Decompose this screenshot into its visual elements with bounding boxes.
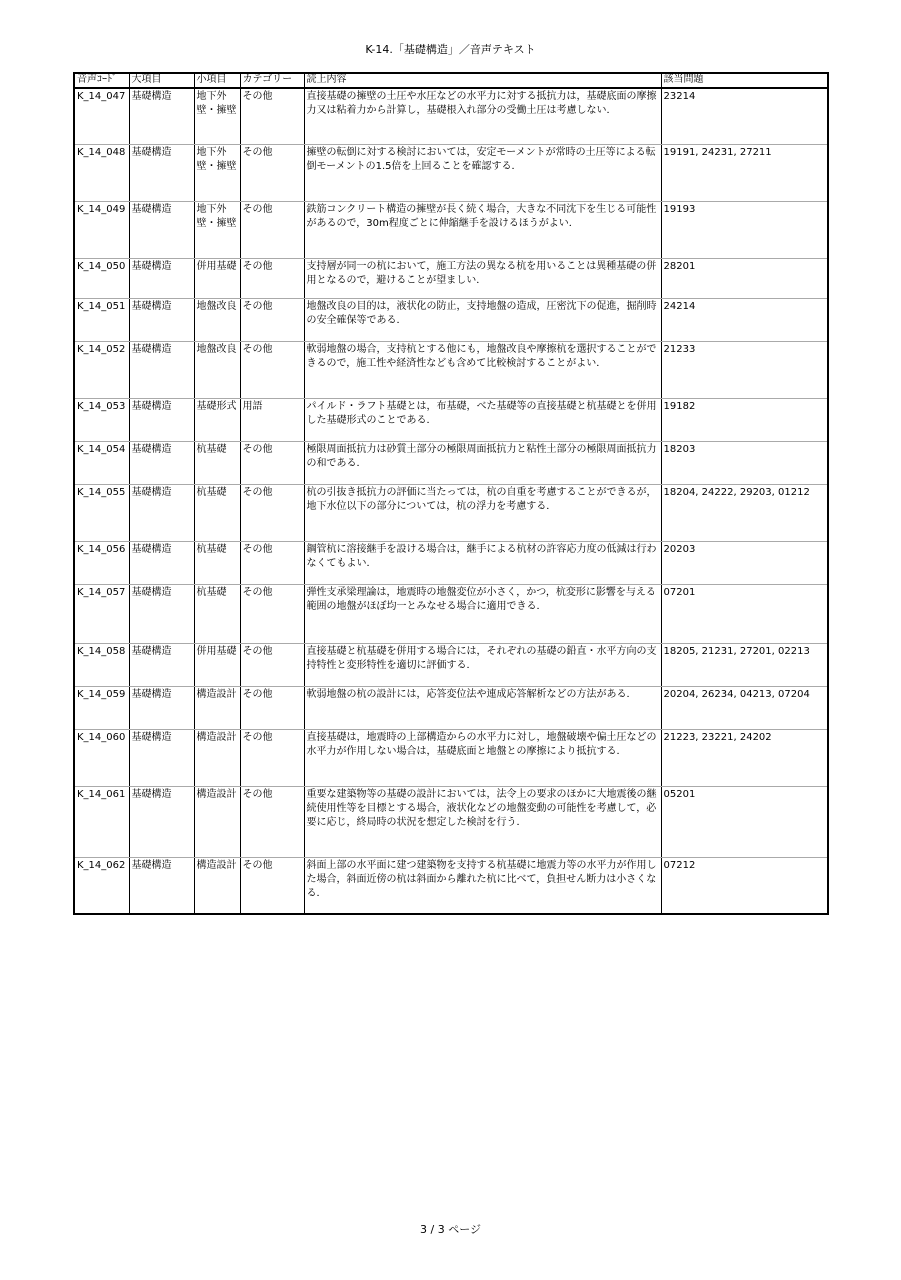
cell-problems: 18205, 21231, 27201, 02213 [661, 643, 828, 686]
cell-minor: 構造設計 [194, 786, 240, 857]
cell-text: 斜面上部の水平面に建つ建築物を支持する杭基礎に地震力等の水平力が作用した場合，斜面近傍の杭は斜面から離れた杭に比べて，負担せん断力は小さくなる． [304, 857, 661, 914]
cell-major: 基礎構造 [129, 729, 194, 786]
cell-minor: 杭基礎 [194, 584, 240, 643]
cell-code: K_14_058 [74, 643, 129, 686]
cell-minor: 杭基礎 [194, 484, 240, 541]
header-category: カテゴリー [240, 73, 304, 88]
cell-code: K_14_049 [74, 201, 129, 258]
table-row [74, 643, 828, 686]
cell-category: 用語 [240, 398, 304, 441]
document-title: K-14.「基礎構造」／音声テキスト [365, 43, 536, 56]
cell-text: 鉄筋コンクリート構造の擁壁が長く続く場合，大きな不同沈下を生じる可能性があるので，30m程度ごとに伸縮継手を設けるほうがよい． [304, 201, 661, 258]
cell-major: 基礎構造 [129, 201, 194, 258]
cell-problems: 23214 [661, 88, 828, 144]
cell-code: K_14_055 [74, 484, 129, 541]
cell-problems: 21233 [661, 341, 828, 398]
cell-category: その他 [240, 258, 304, 298]
cell-text: 鋼管杭に溶接継手を設ける場合は，継手による杭材の許容応力度の低減は行わなくてもよい． [304, 541, 661, 584]
cell-code: K_14_047 [74, 88, 129, 144]
cell-code: K_14_053 [74, 398, 129, 441]
table-row [74, 729, 828, 786]
cell-category: その他 [240, 341, 304, 398]
table-row [74, 786, 828, 857]
cell-category: その他 [240, 857, 304, 914]
cell-minor: 地下外壁・擁壁 [194, 201, 240, 258]
cell-minor: 併用基礎 [194, 258, 240, 298]
cell-major: 基礎構造 [129, 584, 194, 643]
cell-major: 基礎構造 [129, 341, 194, 398]
table-row [74, 584, 828, 643]
cell-major: 基礎構造 [129, 857, 194, 914]
cell-code: K_14_057 [74, 584, 129, 643]
table-header-row [74, 73, 828, 88]
cell-problems: 24214 [661, 298, 828, 341]
table-row [74, 441, 828, 484]
cell-major: 基礎構造 [129, 144, 194, 201]
cell-category: その他 [240, 686, 304, 729]
cell-major: 基礎構造 [129, 398, 194, 441]
cell-category: その他 [240, 643, 304, 686]
header-code: 音声ｺｰﾄﾞ [74, 73, 129, 88]
cell-major: 基礎構造 [129, 643, 194, 686]
cell-code: K_14_060 [74, 729, 129, 786]
cell-problems: 19191, 24231, 27211 [661, 144, 828, 201]
cell-major: 基礎構造 [129, 484, 194, 541]
cell-text: 直接基礎と杭基礎を併用する場合には，それぞれの基礎の鉛直・水平方向の支持特性と変形特性を適切に評価する． [304, 643, 661, 686]
cell-problems: 05201 [661, 786, 828, 857]
cell-text: 擁壁の転倒に対する検討においては，安定モーメントが常時の土圧等による転倒モーメントの1.5倍を上回ることを確認する． [304, 144, 661, 201]
cell-major: 基礎構造 [129, 88, 194, 144]
header-problems: 該当問題 [661, 73, 828, 88]
cell-code: K_14_052 [74, 341, 129, 398]
table-row [74, 258, 828, 298]
cell-text: 軟弱地盤の杭の設計には，応答変位法や連成応答解析などの方法がある． [304, 686, 661, 729]
cell-text: 弾性支承梁理論は，地震時の地盤変位が小さく，かつ，杭変形に影響を与える範囲の地盤がほぼ均一とみなせる場合に適用できる． [304, 584, 661, 643]
cell-text: 直接基礎は，地震時の上部構造からの水平力に対し，地盤破壊や偏土圧などの水平力が作用しない場合は，基礎底面と地盤との摩擦により抵抗する． [304, 729, 661, 786]
table-body [74, 88, 828, 914]
cell-category: その他 [240, 584, 304, 643]
table-row [74, 144, 828, 201]
cell-problems: 19193 [661, 201, 828, 258]
cell-category: その他 [240, 144, 304, 201]
cell-minor: 構造設計 [194, 729, 240, 786]
cell-minor: 構造設計 [194, 857, 240, 914]
table-row [74, 484, 828, 541]
cell-minor: 杭基礎 [194, 441, 240, 484]
table-row [74, 857, 828, 914]
cell-category: その他 [240, 786, 304, 857]
cell-minor: 地下外壁・擁壁 [194, 88, 240, 144]
audio-text-table [73, 72, 829, 915]
cell-code: K_14_061 [74, 786, 129, 857]
cell-minor: 杭基礎 [194, 541, 240, 584]
cell-category: その他 [240, 541, 304, 584]
cell-major: 基礎構造 [129, 258, 194, 298]
cell-minor: 基礎形式 [194, 398, 240, 441]
cell-major: 基礎構造 [129, 298, 194, 341]
page-number: 3 / 3 ページ [420, 1223, 481, 1236]
cell-problems: 20204, 26234, 04213, 07204 [661, 686, 828, 729]
cell-code: K_14_059 [74, 686, 129, 729]
header-text: 読上内容 [304, 73, 661, 88]
cell-problems: 18204, 24222, 29203, 01212 [661, 484, 828, 541]
cell-text: 直接基礎の擁壁の土圧や水圧などの水平力に対する抵抗力は，基礎底面の摩擦力又は粘着力から計算し，基礎根入れ部分の受働土圧は考慮しない． [304, 88, 661, 144]
cell-category: その他 [240, 484, 304, 541]
table-row [74, 398, 828, 441]
cell-major: 基礎構造 [129, 441, 194, 484]
cell-minor: 構造設計 [194, 686, 240, 729]
table-row [74, 88, 828, 144]
cell-text: パイルド・ラフト基礎とは，布基礎，べた基礎等の直接基礎と杭基礎とを併用した基礎形式のことである． [304, 398, 661, 441]
cell-category: その他 [240, 729, 304, 786]
cell-category: その他 [240, 441, 304, 484]
cell-category: その他 [240, 201, 304, 258]
cell-minor: 地盤改良 [194, 298, 240, 341]
cell-code: K_14_050 [74, 258, 129, 298]
cell-problems: 19182 [661, 398, 828, 441]
header-minor: 小項目 [194, 73, 240, 88]
cell-text: 杭の引抜き抵抗力の評価に当たっては，杭の自重を考慮することができるが，地下水位以下の部分については，杭の浮力を考慮する． [304, 484, 661, 541]
cell-major: 基礎構造 [129, 686, 194, 729]
cell-problems: 28201 [661, 258, 828, 298]
header-major: 大項目 [129, 73, 194, 88]
cell-major: 基礎構造 [129, 786, 194, 857]
cell-code: K_14_062 [74, 857, 129, 914]
cell-problems: 20203 [661, 541, 828, 584]
cell-problems: 07212 [661, 857, 828, 914]
cell-problems: 18203 [661, 441, 828, 484]
cell-major: 基礎構造 [129, 541, 194, 584]
cell-text: 重要な建築物等の基礎の設計においては，法令上の要求のほかに大地震後の継続使用性等を目標とする場合，液状化などの地盤変動の可能性を考慮して，必要に応じ，終局時の状況を想定した検討を行う． [304, 786, 661, 857]
cell-text: 支持層が同一の杭において，施工方法の異なる杭を用いることは異種基礎の併用となるので，避けることが望ましい． [304, 258, 661, 298]
cell-problems: 07201 [661, 584, 828, 643]
cell-text: 極限周面抵抗力は砂質土部分の極限周面抵抗力と粘性土部分の極限周面抵抗力の和である． [304, 441, 661, 484]
table-row [74, 201, 828, 258]
cell-minor: 地下外壁・擁壁 [194, 144, 240, 201]
cell-text: 軟弱地盤の場合，支持杭とする他にも，地盤改良や摩擦杭を選択することができるので，施工性や経済性なども含めて比較検討することがよい． [304, 341, 661, 398]
cell-minor: 地盤改良 [194, 341, 240, 398]
table-row [74, 541, 828, 584]
table-row [74, 341, 828, 398]
cell-text: 地盤改良の目的は，液状化の防止，支持地盤の造成，圧密沈下の促進，掘削時の安全確保等である． [304, 298, 661, 341]
cell-category: その他 [240, 298, 304, 341]
cell-problems: 21223, 23221, 24202 [661, 729, 828, 786]
cell-code: K_14_051 [74, 298, 129, 341]
table-row [74, 298, 828, 341]
cell-category: その他 [240, 88, 304, 144]
cell-code: K_14_056 [74, 541, 129, 584]
table-row [74, 686, 828, 729]
cell-code: K_14_048 [74, 144, 129, 201]
cell-code: K_14_054 [74, 441, 129, 484]
cell-minor: 併用基礎 [194, 643, 240, 686]
